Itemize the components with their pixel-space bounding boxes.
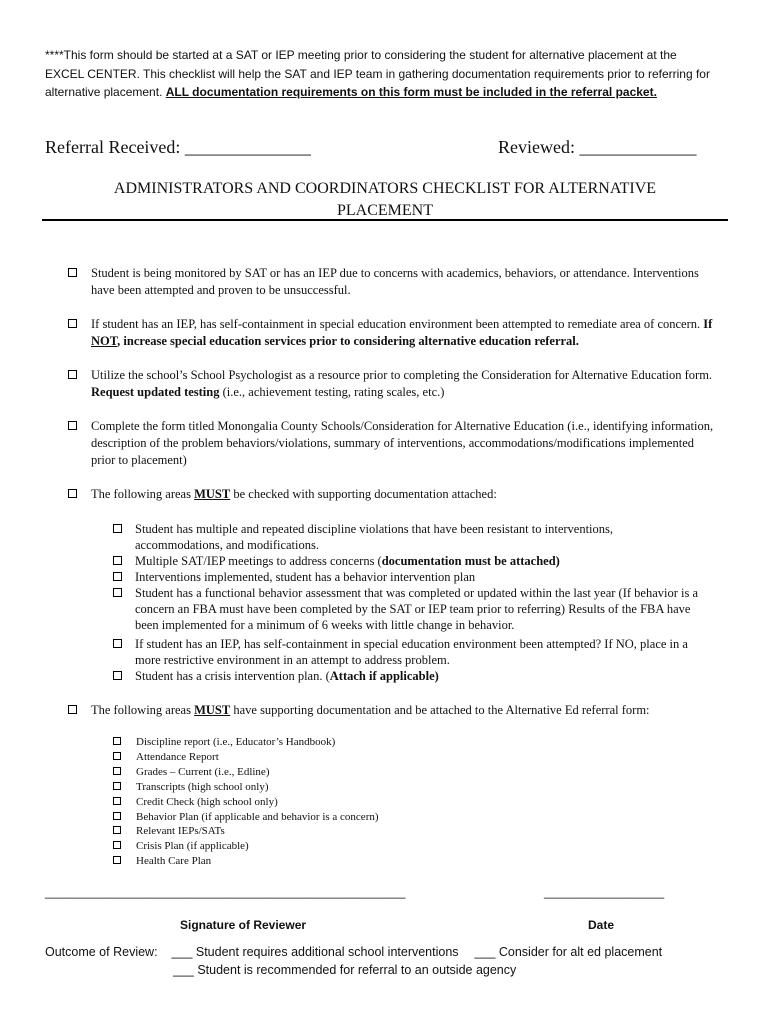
sub-item-text: Student has a functional behavior assessment that was completed or updated within the last year (If behavior is a concern an FBA must have been completed by the SAT or IEP team prior to referring) Results of the FBA have been implemented for a minimum of 6 weeks with little change in behavior.: [135, 586, 699, 632]
doc-item-behavior-plan: Behavior Plan (if applicable and behavior is a concern): [113, 810, 379, 825]
reviewer-signature-line[interactable]: ______________________________________________________: [45, 885, 406, 899]
checkbox[interactable]: [113, 588, 122, 597]
checkbox[interactable]: [113, 782, 121, 790]
checklist-item-text: The following areas MUST be checked with supporting documentation attached:: [91, 487, 497, 501]
doc-item-credit-check: Credit Check (high school only): [113, 795, 278, 810]
doc-item-transcripts: Transcripts (high school only): [113, 780, 269, 795]
doc-item-attendance-report: Attendance Report: [113, 750, 219, 765]
checklist-item-2: [68, 316, 724, 350]
title-line-1: ADMINISTRATORS AND COORDINATORS CHECKLIST FOR ALTERNATIVE: [113, 180, 657, 197]
checkbox[interactable]: [113, 767, 121, 775]
intro-emphasis: ALL documentation requirements on this form must be included in the referral packet.: [165, 85, 657, 99]
sub-item-text: Student has a crisis intervention plan. (Attach if applicable): [135, 669, 439, 683]
title-line-2: PLACEMENT: [337, 202, 433, 219]
outcome-row: [45, 943, 662, 962]
checklist-item-text: If student has an IEP, has self-containment in special education environment been attempted to remediate area of concern. If NOT, increase special education services prior to considering alternative education referral.: [91, 317, 713, 348]
checkbox[interactable]: [113, 841, 121, 849]
referral-received-field[interactable]: Referral Received: ______________: [45, 137, 311, 157]
sub-item-text: Interventions implemented, student has a behavior intervention plan: [135, 570, 476, 584]
doc-item-discipline-report: Discipline report (i.e., Educator’s Handbook): [113, 735, 335, 750]
checkbox[interactable]: [113, 826, 121, 834]
checkbox[interactable]: [68, 421, 77, 430]
checklist-item-1: [68, 265, 724, 299]
checklist-item-5: [68, 486, 724, 503]
sub-item-6: [113, 668, 713, 684]
checkbox[interactable]: [68, 319, 77, 328]
checkbox[interactable]: [113, 797, 121, 805]
sub-item-text: Student has multiple and repeated discipline violations that have been resistant to interventions, accommodations, and modifications.: [135, 522, 614, 552]
checkbox[interactable]: [113, 639, 122, 648]
page-title: [60, 178, 710, 222]
sub-item-text: Multiple SAT/IEP meetings to address concerns (documentation must be attached): [135, 554, 560, 568]
checkbox[interactable]: [68, 268, 77, 277]
date-line[interactable]: __________________: [544, 885, 665, 899]
checkbox[interactable]: [113, 524, 122, 533]
checkbox[interactable]: [113, 572, 122, 581]
checklist-item-4: [68, 418, 724, 469]
doc-item-grades: Grades – Current (i.e., Edline): [113, 765, 269, 780]
outcome-label: Outcome of Review:: [45, 945, 158, 959]
sub-item-1: [113, 521, 713, 553]
sub-item-text: If student has an IEP, has self-containment in special education environment been attempted? If NO, place in a more restrictive environment in an attempt to address problem.: [135, 637, 688, 667]
outcome-option-additional-interventions[interactable]: ___ Student requires additional school interventions: [171, 945, 459, 959]
checkbox[interactable]: [113, 752, 121, 760]
checklist-item-6: [68, 702, 724, 719]
doc-item-crisis-plan: Crisis Plan (if applicable): [113, 839, 249, 854]
outcome-option-outside-agency[interactable]: ___ Student is recommended for referral to an outside agency: [173, 963, 517, 977]
title-divider: [42, 219, 728, 221]
checkbox[interactable]: [113, 556, 122, 565]
intro-notice: [45, 46, 715, 102]
checkbox[interactable]: [68, 705, 77, 714]
checkbox[interactable]: [68, 370, 77, 379]
checklist-item-text: Student is being monitored by SAT or has an IEP due to concerns with academics, behaviors, or attendance. Interventions have been attempted and proven to be unsuccessful.: [91, 266, 699, 297]
checklist-item-text: The following areas MUST have supporting documentation and be attached to the Alternative Ed referral form:: [91, 703, 650, 717]
doc-item-ieps-sats: Relevant IEPs/SATs: [113, 824, 225, 839]
intro-text: ****This form should be started at a SAT or IEP meeting prior to considering the student for alternative placement at the EXCEL CENTER. This checklist will help the SAT and IEP team in gathering documentation requirements prior to referring for alternative placement.: [45, 48, 710, 99]
checkbox[interactable]: [68, 489, 77, 498]
checkbox[interactable]: [113, 737, 121, 745]
doc-item-health-care-plan: Health Care Plan: [113, 854, 211, 869]
checkbox[interactable]: [113, 671, 122, 680]
outcome-option-alt-ed-placement[interactable]: ___ Consider for alt ed placement: [474, 945, 663, 959]
reviewed-field[interactable]: Reviewed: _____________: [498, 137, 697, 157]
checkbox[interactable]: [113, 856, 121, 864]
date-label: Date: [588, 918, 615, 932]
sub-item-2: [113, 553, 713, 569]
checkbox[interactable]: [113, 812, 121, 820]
checklist-item-3: [68, 367, 724, 401]
sub-item-5: [113, 636, 713, 668]
checklist-item-text: Utilize the school’s School Psychologist as a resource prior to completing the Consideration for Alternative Education form. Request updated testing (i.e., achievement testing, rating scales, etc.): [91, 368, 713, 399]
signature-label: Signature of Reviewer: [180, 918, 307, 932]
checklist-item-text: Complete the form titled Monongalia County Schools/Consideration for Alternative Education (i.e., identifying information, description of the problem behaviors/violations, summary of interventions, accommodations/modifications implemented prior to placement): [91, 419, 714, 467]
sub-item-4: [113, 585, 713, 633]
sub-item-3: [113, 569, 713, 585]
